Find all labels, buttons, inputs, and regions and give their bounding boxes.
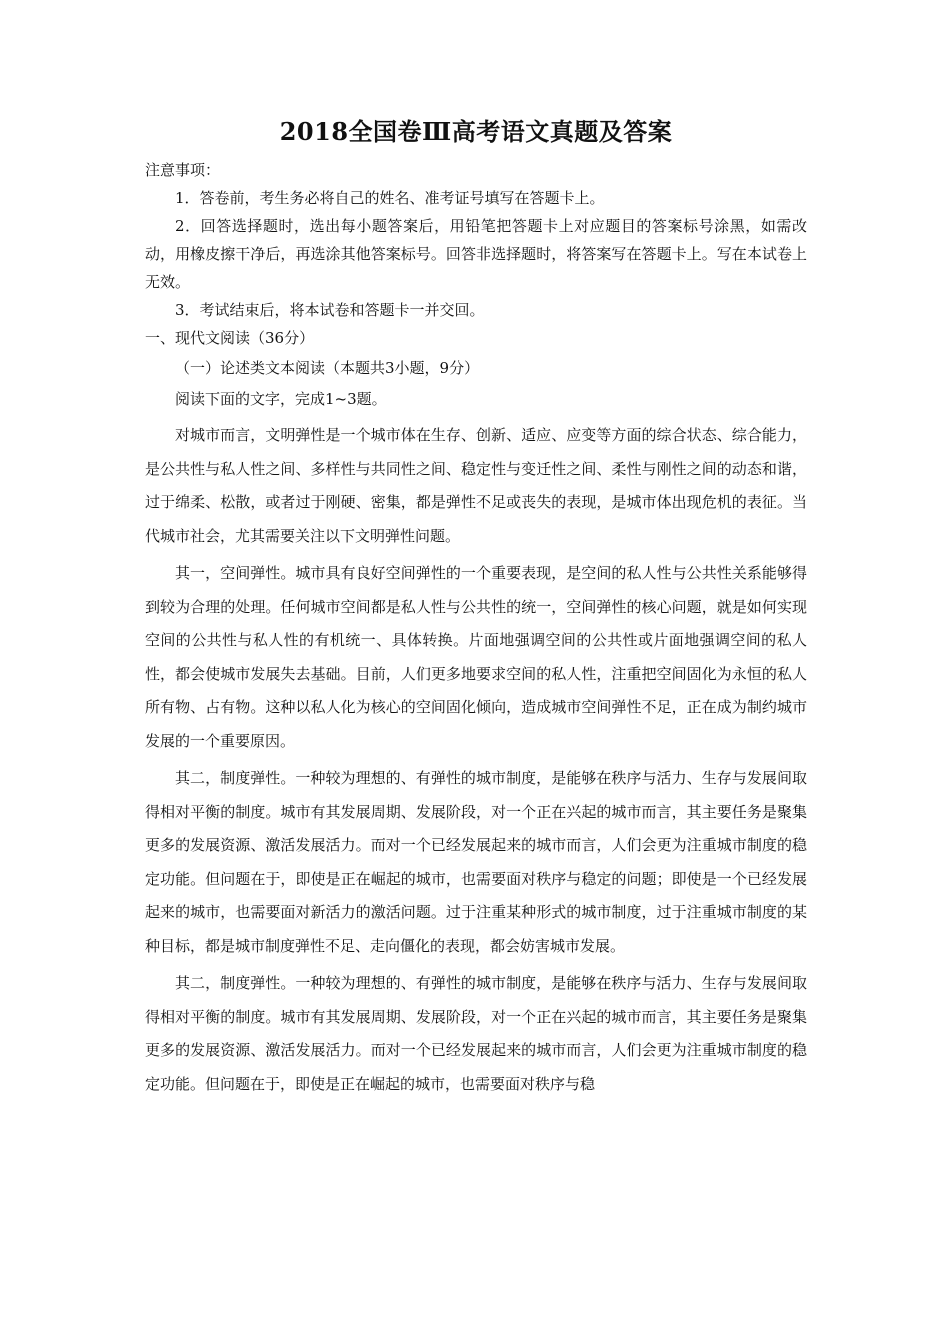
notice-item-1: 1．答卷前，考生务必将自己的姓名、准考证号填写在答题卡上。 — [175, 189, 605, 207]
notice-item-2: 2．回答选择题时，选出每小题答案后，用铅笔把答题卡上对应题目的答案标号涂黑，如需改动，用橡皮擦干净后，再选涂其他答案标号。回答非选择题时，将答案写在答题卡上。写在本试卷上无效。 — [145, 217, 807, 291]
document-page — [145, 112, 807, 1105]
body-paragraph-1: 对城市而言，文明弹性是一个城市体在生存、创新、适应、应变等方面的综合状态、综合能力，是公共性与私人性之间、多样性与共同性之间、稳定性与变迁性之间、柔性与刚性之间的动态和谐，过于绵柔、松散，或者过于刚硬、密集，都是弹性不足或丧失的表现，是城市体出现危机的表征。当代城市社会，尤其需要关注以下文明弹性问题。 — [145, 426, 807, 545]
subsection-heading: （一）论述类文本阅读（本题共3小题，9分） — [175, 359, 480, 377]
reading-instruction: 阅读下面的文字，完成1~3题。 — [175, 390, 387, 408]
notice-item-3: 3．考试结束后，将本试卷和答题卡一并交回。 — [175, 301, 485, 319]
body-paragraph-3: 其二，制度弹性。一种较为理想的、有弹性的城市制度，是能够在秩序与活力、生存与发展间取得相对平衡的制度。城市有其发展周期、发展阶段，对一个正在兴起的城市而言，其主要任务是聚集更多的发展资源、激活发展活力。而对一个已经发展起来的城市而言，人们会更为注重城市制度的稳定功能。但问题在于，即使是正在崛起的城市，也需要面对秩序与稳定的问题；即使是一个已经发展起来的城市，也需要面对新活力的激活问题。过于注重某种形式的城市制度，过于注重城市制度的某种目标，都是城市制度弹性不足、走向僵化的表现，都会妨害城市发展。 — [145, 769, 807, 955]
document-title: 2018全国卷Ⅲ高考语文真题及答案 — [279, 117, 673, 146]
notice-heading: 注意事项： — [145, 161, 221, 179]
section-heading: 一、现代文阅读（36分） — [145, 329, 315, 347]
body-paragraph-4: 其二，制度弹性。一种较为理想的、有弹性的城市制度，是能够在秩序与活力、生存与发展间取得相对平衡的制度。城市有其发展周期、发展阶段，对一个正在兴起的城市而言，其主要任务是聚集更多的发展资源、激活发展活力。而对一个已经发展起来的城市而言，人们会更为注重城市制度的稳定功能。但问题在于，即使是正在崛起的城市，也需要面对秩序与稳 — [145, 974, 807, 1093]
body-paragraph-2: 其一，空间弹性。城市具有良好空间弹性的一个重要表现，是空间的私人性与公共性关系能够得到较为合理的处理。任何城市空间都是私人性与公共性的统一，空间弹性的核心问题，就是如何实现空间的公共性与私人性的有机统一、具体转换。片面地强调空间的公共性或片面地强调空间的私人性，都会使城市发展失去基础。目前，人们更多地要求空间的私人性，注重把空间固化为永恒的私人所有物、占有物。这种以私人化为核心的空间固化倾向，造成城市空间弹性不足，正在成为制约城市发展的一个重要原因。 — [145, 564, 807, 750]
